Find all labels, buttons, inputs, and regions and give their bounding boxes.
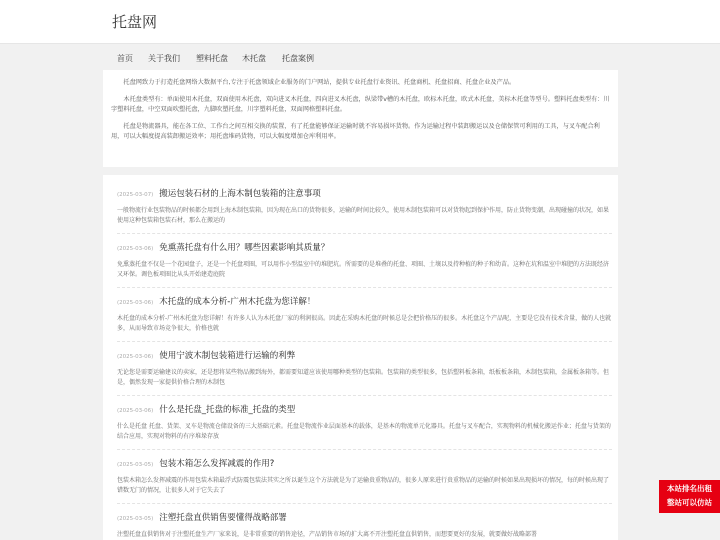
article-item bbox=[117, 403, 612, 442]
article-date: (2025-03-05) bbox=[117, 516, 154, 522]
article-title[interactable]: 包装木箱怎么发挥减震的作用? bbox=[159, 459, 275, 469]
article-item bbox=[117, 295, 612, 334]
article-summary: 木托盘的成本分析-广州木托盘为您详解！有许多人认为木托盘厂家的利润很高。因此在采购木托盘的时候总是会把价格压的很多。木托盘这个产品呢，主要是它没有技术含量，做的人也就多，从而导致市场竞争很大，价格也就 bbox=[117, 315, 612, 333]
article-title[interactable]: 什么是托盘_托盘的标准_托盘的类型 bbox=[159, 405, 296, 415]
nav-item-about[interactable]: 关于我们 bbox=[148, 54, 180, 63]
article-title[interactable]: 使用宁波木制包装箱进行运输的利弊 bbox=[159, 351, 296, 361]
article-title[interactable]: 注塑托盘直供销售要懂得战略部署 bbox=[159, 513, 287, 523]
nav-item-cases[interactable]: 托盘案例 bbox=[282, 54, 314, 63]
article-summary: 一般物流行业包装物品的时候都会用到上海木制包装箱，因为现在出口的货物很多，运输的时间比较久，使用木制包装箱可以对货物起到保护作用，防止货物变潮，出现碰撞的状况，如果使用这种包装箱包装石材，那么在搬运的 bbox=[117, 207, 610, 225]
article-item bbox=[117, 511, 612, 540]
main-nav bbox=[0, 45, 720, 73]
article-summary: 无论您是需要运输建议的卖家，还是想将某些物品搬到海外，都需要知道应该使用哪种类型的包装箱。包装箱的类型很多，包括塑料板条箱，纸板板条箱，木制包装箱，金属板条箱等。但是，偶然发现一家提供价格合理的木制包 bbox=[117, 369, 610, 387]
divider bbox=[117, 449, 612, 450]
divider bbox=[117, 287, 612, 288]
article-date: (2025-03-06) bbox=[117, 300, 154, 306]
nav-item-plastic-pallet[interactable]: 塑料托盘 bbox=[196, 54, 228, 63]
article-item bbox=[117, 187, 612, 226]
article-date: (2025-03-07) bbox=[117, 192, 154, 198]
nav-item-wood-pallet[interactable]: 木托盘 bbox=[242, 54, 266, 63]
ad-badge[interactable] bbox=[659, 480, 720, 513]
article-date: (2025-03-05) bbox=[117, 462, 154, 468]
divider bbox=[117, 503, 612, 504]
article-summary: 包装木箱怎么发挥减震的作用包装木箱最浮式防震包装法其实之所以诞生这个方法就是为了运输贵重物品的，很多人原来进行贵重物品的运输的时候如果出现损坏的情况，每的时候出现了错数无门的情况，让很多人对于它失去了 bbox=[117, 477, 610, 495]
intro-paragraph: 托盘是物流器具，能在各工位、工作台之间互相交换的装置，有了托盘能够保证运输时就不容易损坏货物。作为运输过程中装卸搬运以及仓储保管可利用的工具，与叉车配合利用，可以大幅度提高装卸搬运效率；用托盘堆码货物，可以大幅度增加仓库利用率。 bbox=[111, 122, 600, 141]
site-title[interactable]: 托盘网 bbox=[112, 13, 158, 31]
article-item bbox=[117, 457, 612, 496]
ad-badge-line: 整站可以仿站 bbox=[667, 498, 712, 507]
intro-panel bbox=[103, 70, 618, 167]
article-date: (2025-03-06) bbox=[117, 246, 154, 252]
divider bbox=[117, 233, 612, 234]
article-summary: 注塑托盘直供销售对于注塑托盘生产厂家来说，是非常重要的销售途径，产品销售市场的扩大离不开注塑托盘直供销售，而想要更好的发展，就要做好战略部署 bbox=[117, 531, 538, 538]
article-title[interactable]: 搬运包装石材的上海木制包装箱的注意事项 bbox=[159, 189, 321, 199]
article-item bbox=[117, 241, 612, 280]
nav-item-home[interactable]: 首页 bbox=[117, 54, 133, 63]
site-header bbox=[0, 0, 720, 44]
article-date: (2025-03-06) bbox=[117, 408, 154, 414]
article-list bbox=[103, 175, 618, 540]
article-date: (2025-03-06) bbox=[117, 354, 154, 360]
intro-paragraph: 托盘网致力于打造托盘网络大数据平台,专注于托盘领域企业服务的门户网站，提供专业托盘行业资讯、托盘商机、托盘招商、托盘企业及产品。 bbox=[123, 79, 516, 86]
divider bbox=[117, 341, 612, 342]
intro-paragraph: 木托盘类型有：单面使用木托盘，双面使用木托盘，双向进叉木托盘，四向进叉木托盘，纵梁带v槽的木托盘，欧标木托盘，欧式木托盘，美标木托盘等型号。塑料托盘类型有：川字塑料托盘，中空双面吹塑托盘，九脚吹塑托盘，川字塑料托盘，双面网格塑料托盘。 bbox=[111, 95, 610, 114]
article-summary: 免熏蒸托盘不仅是一个花园盘子，还是一个托盘项圈，可以用作小型温室中的堆肥坑。所需要的是堆叠的托盘、项圈、土壤以及持种植的种子和幼苗。这种在坑和温室中堆肥的方法既经济又环保。调色板项圈比从头开始建造庭院 bbox=[117, 261, 610, 279]
article-summary: 什么是托盘 托盘、货架、叉车是物流仓储设备的三大基础元素。托盘是物流作业层面基本的载体，是基本的物流单元化器具。托盘与叉车配合，实现物料的机械化搬运作业；托盘与货架的结合应用，实现对物料的有序堆垛存放 bbox=[117, 423, 611, 441]
article-title[interactable]: 免熏蒸托盘有什么用？哪些因素影响其质量？ bbox=[159, 243, 330, 253]
ad-badge-line: 本站排名出租 bbox=[667, 484, 712, 493]
article-item bbox=[117, 349, 612, 388]
article-title[interactable]: 木托盘的成本分析-广州木托盘为您详解！ bbox=[159, 297, 316, 307]
divider bbox=[117, 395, 612, 396]
